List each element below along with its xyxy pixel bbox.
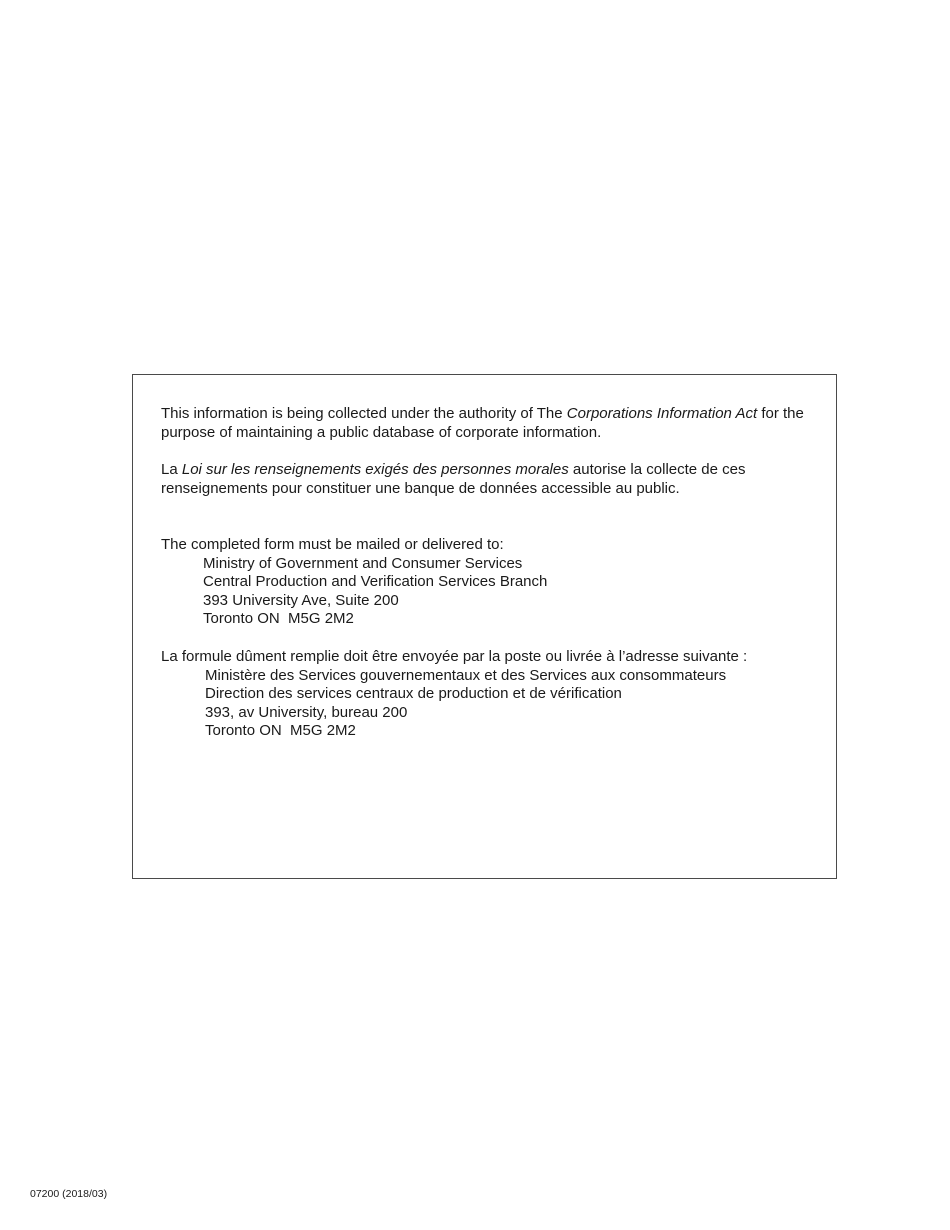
french-notice-text-start: La <box>161 461 182 478</box>
french-act-name: Loi sur les renseignements exigés des personnes morales <box>181 461 569 478</box>
english-notice-text-start: This information is being collected under the authority of The <box>161 405 567 422</box>
english-address-line: 393 University Ave, Suite 200 <box>203 591 399 609</box>
french-mailing-intro: La formule dûment remplie doit être envoyée par la poste ou livrée à l’adresse suivante : <box>161 648 748 665</box>
english-address-line: Toronto ON M5G 2M2 <box>203 610 354 628</box>
french-notice-text-end: autorise la collecte de ces renseignements pour constituer une banque de données accessible au public. <box>161 461 746 497</box>
french-collection-notice <box>161 461 821 498</box>
french-address-line: Direction des services centraux de production et de vérification <box>205 685 622 703</box>
french-address-lines <box>161 667 747 741</box>
english-notice-text-end: for the purpose of maintaining a public database of corporate information. <box>161 405 804 441</box>
french-mailing-address-block <box>161 648 747 741</box>
english-address-line: Central Production and Verification Services Branch <box>203 573 548 591</box>
english-act-name: Corporations Information Act <box>566 405 758 422</box>
english-collection-notice <box>161 405 821 442</box>
french-address-line: Ministère des Services gouvernementaux et des Services aux consommateurs <box>205 666 727 684</box>
privacy-notice-box <box>132 374 837 879</box>
english-address-line: Ministry of Government and Consumer Services <box>203 554 523 572</box>
english-mailing-address-block <box>161 536 547 629</box>
form-number: 07200 (2018/03) <box>30 1188 108 1200</box>
english-mailing-intro: The completed form must be mailed or delivered to: <box>161 536 504 553</box>
french-address-line: 393, av University, bureau 200 <box>205 703 408 721</box>
french-address-line: Toronto ON M5G 2M2 <box>205 722 356 740</box>
english-address-lines <box>161 555 547 629</box>
